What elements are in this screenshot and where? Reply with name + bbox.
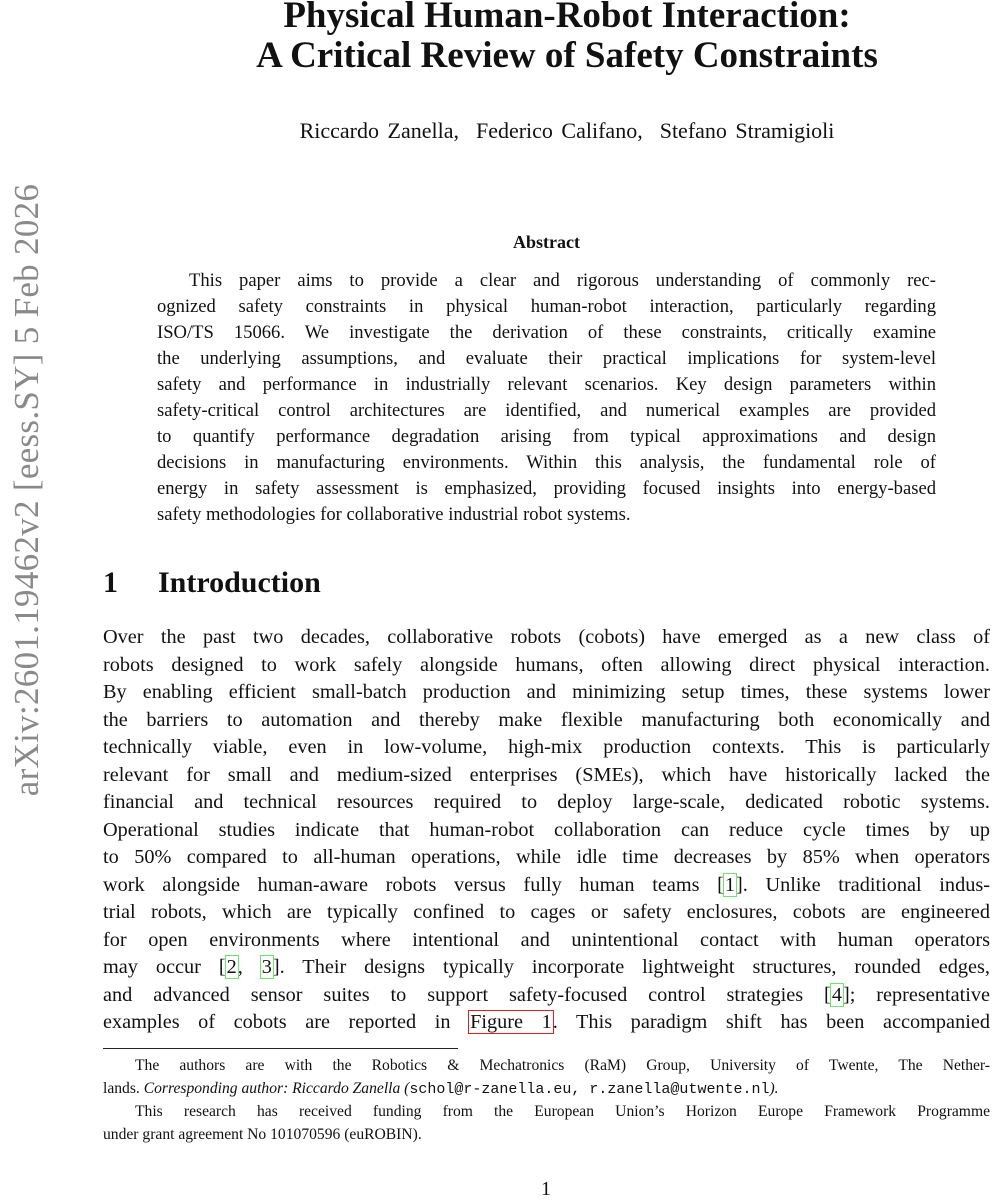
author: Riccardo Zanella,: [299, 118, 459, 143]
intro-line: [103, 899, 990, 927]
intro-text: By enabling efficient small-batch production and minimizing setup times, these systems lower: [103, 681, 990, 703]
author-emails[interactable]: schol@r-zanella.eu, r.zanella@utwente.nl: [409, 1081, 770, 1098]
abstract-line: energy in safety assessment is emphasized, providing focused insights into energy-based: [157, 478, 936, 499]
author: Federico Califano,: [475, 118, 643, 143]
abstract-line: safety methodologies for collaborative industrial robot systems.: [157, 504, 631, 525]
intro-line: [103, 844, 990, 872]
page-number: 1: [541, 1178, 551, 1200]
author: Stefano Stramigioli: [659, 118, 835, 143]
abstract-body: [157, 268, 936, 528]
intro-text: ]. Their designs typically incorporate lightweight structures, rounded edges,: [272, 956, 990, 978]
footnote-funding-cont: under grant agreement No 101070596 (euROBIN).: [103, 1126, 422, 1143]
arxiv-side-label: arXiv:2601.19462v2 [eess.SY] 5 Feb 2026: [7, 183, 46, 797]
intro-text: ,: [237, 956, 261, 978]
intro-text: for open environments where intentional and unintentional contact with human operators: [103, 928, 990, 951]
footnote-affiliation: The authors are with the Robotics & Mechatronics (RaM) Group, University of Twente, The Nether-: [135, 1057, 990, 1074]
introduction-body: [103, 624, 990, 1037]
intro-line: [103, 872, 990, 900]
citation-link[interactable]: 4: [831, 983, 842, 1006]
abstract-line: the underlying assumptions, and evaluate their practical implications for system-level: [157, 348, 936, 369]
abstract-line: ISO/TS 15066. We investigate the derivation of these constraints, critically examine: [157, 322, 936, 343]
intro-text: Over the past two decades, collaborative robots (cobots) have emerged as a new class of: [103, 626, 990, 648]
abstract-line: decisions in manufacturing environments. Within this analysis, the fundamental role of: [157, 452, 936, 473]
intro-text: technically viable, even in low-volume, high-mix production contexts. This is particularly: [103, 736, 990, 758]
citation-link[interactable]: 1: [724, 873, 736, 896]
abstract-line: safety-critical control architectures are identified, and numerical examples are provided: [157, 400, 936, 421]
intro-text: Operational studies indicate that human-robot collaboration can reduce cycle times by up: [103, 818, 990, 841]
abstract-line: This paper aims to provide a clear and rigorous understanding of commonly rec-: [189, 270, 936, 291]
section-heading: [103, 566, 321, 600]
intro-text: may occur [: [103, 956, 226, 978]
citation-link[interactable]: 3: [261, 956, 272, 978]
corresponding-author: Corresponding author: Riccardo Zanella (: [143, 1080, 410, 1097]
intro-text: ]. Unlike traditional indus-: [736, 873, 990, 896]
intro-line: [103, 624, 990, 652]
intro-line: [103, 707, 990, 735]
footnote-text: ).: [769, 1080, 779, 1097]
footnote-affiliation-cont: [103, 1077, 990, 1100]
intro-text: trial robots, which are typically confined to cages or safety enclosures, cobots are engineered: [103, 901, 990, 923]
intro-text: and advanced sensor suites to support safety-focused control strategies [: [103, 983, 831, 1006]
intro-text: financial and technical resources required to deploy large-scale, dedicated robotic systems.: [103, 791, 990, 813]
intro-line: [103, 817, 990, 845]
intro-text: to 50% compared to all-human operations, while idle time decreases by 85% when operators: [103, 846, 990, 868]
intro-line: [103, 982, 990, 1010]
intro-text: ]; representative: [842, 983, 990, 1006]
footnote-funding: This research has received funding from the European Union’s Horizon Europe Framework Programme: [135, 1103, 990, 1120]
intro-line: [103, 679, 990, 707]
intro-text: examples of cobots are reported in: [103, 1011, 470, 1033]
footnotes: [103, 1054, 990, 1146]
citation-link[interactable]: 2: [226, 956, 237, 978]
title-line-1: Physical Human-Robot Interaction:: [283, 0, 851, 36]
intro-text: the barriers to automation and thereby make flexible manufacturing both economically and: [103, 708, 990, 731]
intro-line: [103, 789, 990, 817]
intro-line: [103, 734, 990, 762]
section-title: Introduction: [158, 566, 321, 599]
intro-line: [103, 927, 990, 955]
title-line-2: A Critical Review of Safety Constraints: [256, 35, 878, 76]
intro-line: [103, 762, 990, 790]
intro-line: [103, 1009, 990, 1037]
abstract-line: ognized safety constraints in physical human-robot interaction, particularly regarding: [157, 296, 936, 317]
intro-text: relevant for small and medium-sized enterprises (SMEs), which have historically lacked the: [103, 763, 990, 786]
intro-text: work alongside human-aware robots versus fully human teams [: [103, 873, 724, 896]
intro-line: [103, 652, 990, 680]
footnote-rule: [103, 1048, 458, 1049]
authors: [103, 118, 992, 144]
section-number: 1: [103, 566, 118, 599]
abstract-line: to quantify performance degradation arising from typical approximations and design: [157, 426, 936, 447]
intro-text: . This paradigm shift has been accompanied: [552, 1011, 990, 1033]
footnote-text: lands.: [103, 1080, 144, 1097]
intro-text: robots designed to work safely alongside humans, often allowing direct physical interaction.: [103, 653, 990, 676]
paper-title: [103, 0, 992, 76]
abstract-line: safety and performance in industrially relevant scenarios. Key design parameters within: [157, 374, 936, 395]
figure-link[interactable]: Figure 1: [470, 1011, 552, 1033]
abstract-heading: Abstract: [513, 232, 580, 252]
intro-line: [103, 954, 990, 982]
